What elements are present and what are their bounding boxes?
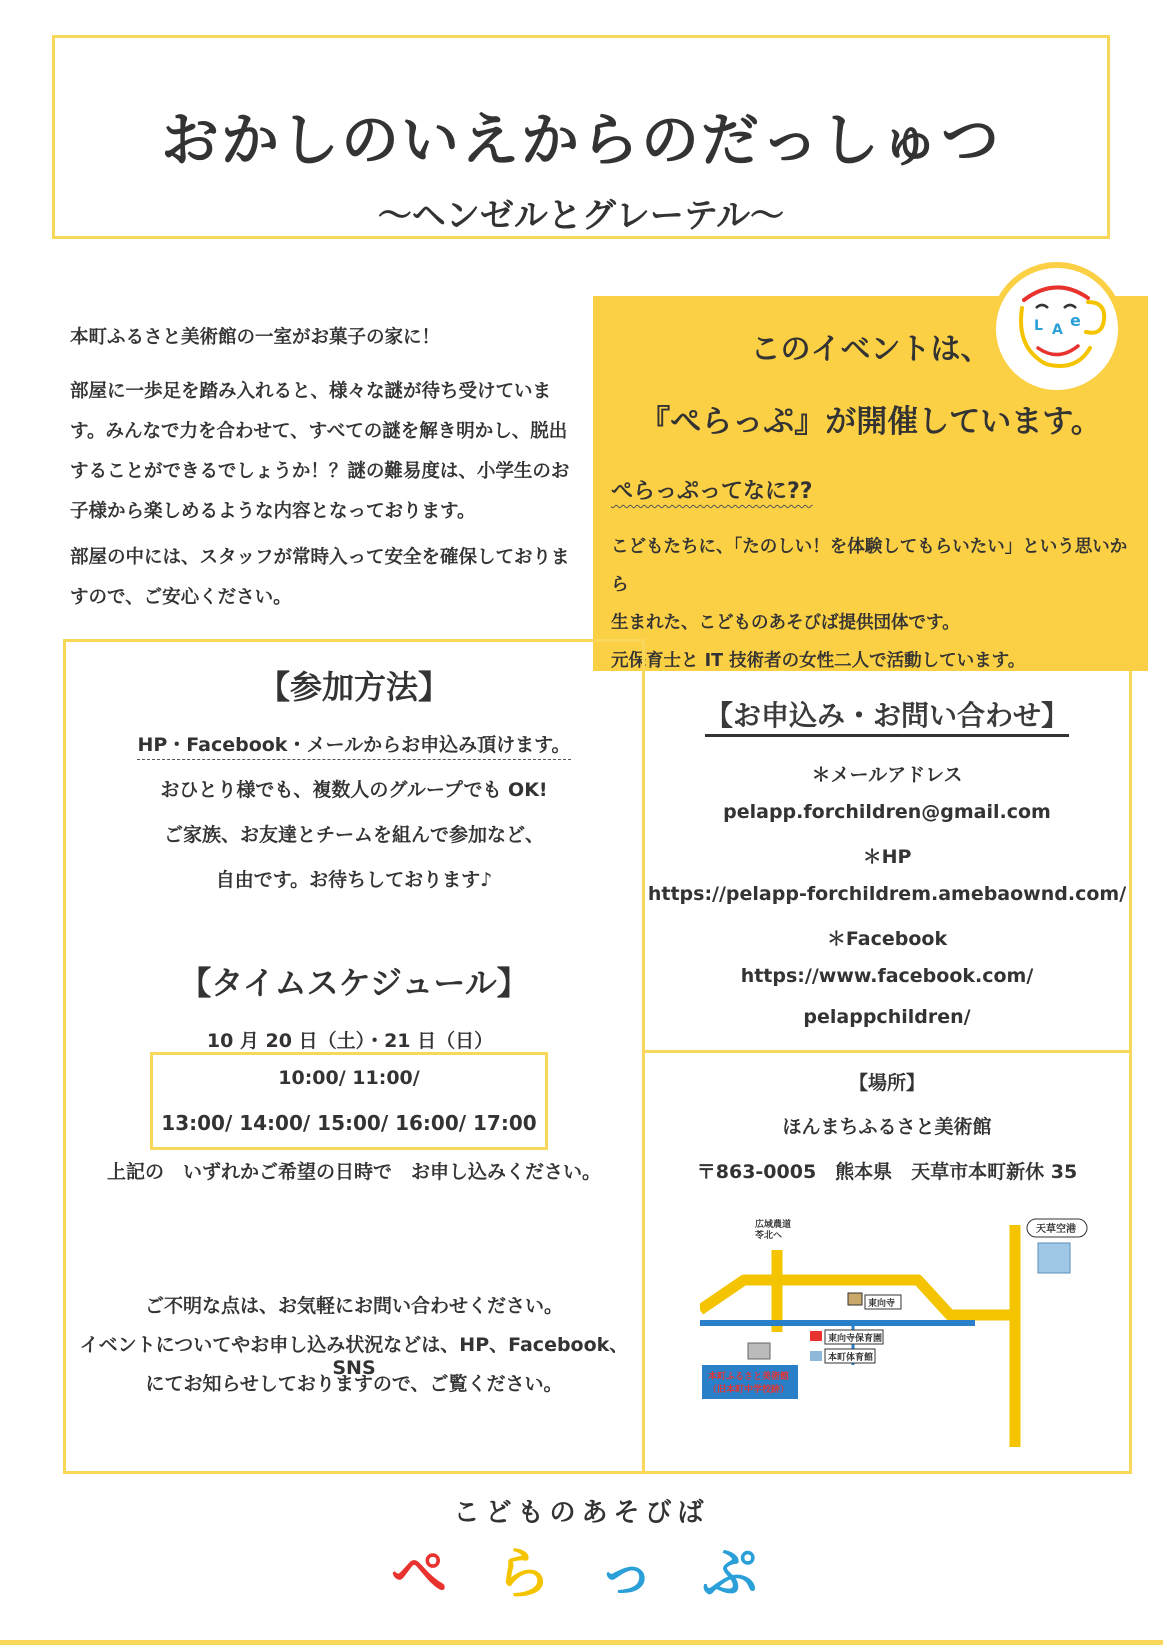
gym-icon	[810, 1351, 822, 1361]
intro-lead: 本町ふるさと美術館の一室がお菓子の家に！	[70, 327, 441, 348]
participation-line2: おひとり様でも、複数人のグループでも OK!	[160, 779, 548, 801]
logo-char-pu: ぷ	[701, 1542, 772, 1607]
organizer-desc-1: こどもたちに、「たのしい！を体験してもらいたい」という思いから	[611, 537, 1128, 595]
contact-heading-wrap	[642, 694, 1132, 734]
airport-icon	[1038, 1243, 1070, 1273]
participation-line4: 自由です。お待ちしております♪	[215, 869, 493, 891]
contact-heading: 【お申込み・お問い合わせ】	[705, 699, 1069, 737]
map-museum-label-2: （旧本町中学校跡）	[708, 1385, 790, 1395]
schedule-times-afternoon: 13:00/ 14:00/ 15:00/ 16:00/ 17:00	[161, 1111, 537, 1135]
inquiry-note-1: ご不明な点は、お気軽にお問い合わせください。	[144, 1295, 563, 1317]
map-museum-label-1: 本町ふるさと美術館	[708, 1372, 790, 1382]
place-name: ほんまちふるさと美術館	[782, 1116, 992, 1138]
face-logo-icon	[996, 268, 1118, 390]
map-gym-label: 本町体育館	[828, 1353, 874, 1363]
map-road-label-2: 苓北へ	[755, 1231, 783, 1241]
schedule-heading: 【タイムスケジュール】	[179, 964, 529, 1002]
page-title: おかしのいえからのだっしゅつ	[160, 106, 1001, 174]
footer-tagline: こどものあそびば	[453, 1498, 710, 1528]
organizer-line2: 『ぺらっぷ』が開催しています。	[639, 404, 1102, 440]
organizer-line1: このイベントは、	[750, 332, 991, 367]
facebook-label: ＊Facebook	[826, 928, 948, 950]
facebook-link-1[interactable]: https://www.facebook.com/	[740, 965, 1034, 987]
place-address: 〒863-0005 熊本県 天草市本町新休 35	[696, 1161, 1078, 1183]
map-airport-label: 天草空港	[1036, 1224, 1076, 1235]
organizer-desc-3: 元保育士と IT 技術者の女性二人で活動しています。	[611, 651, 1026, 671]
hp-link[interactable]: https://pelapp-forchildrem.amebaownd.com/	[647, 883, 1127, 905]
logo-letter-a: A	[1052, 322, 1063, 338]
footer-pelapp-logo	[0, 1530, 1163, 1610]
map-road-label-1: 広域農道	[755, 1220, 792, 1230]
logo-char-small-tsu: っ	[598, 1542, 669, 1607]
mail-address-link[interactable]: pelapp.forchildren@gmail.com	[723, 801, 1051, 823]
inquiry-note-2: イベントについてやお申し込み状況などは、HP、Facebook、SNS	[79, 1334, 629, 1379]
organizer-desc-2: 生まれた、こどものあそびば提供団体です。	[611, 613, 960, 633]
participation-heading: 【参加方法】	[257, 668, 450, 706]
logo-letter-l: L	[1034, 318, 1043, 334]
place-heading: 【場所】	[848, 1072, 925, 1094]
intro-paragraph: 部屋に一歩足を踏み入れると、様々な謎が待ち受けています。みんなで力を合わせて、すべての謎を解き明かし、脱出することができるでしょうか！？謎の難易度は、小学生のお子様から楽しめるような内容となっております。	[70, 381, 570, 522]
pelapp-face-logo	[990, 262, 1124, 396]
inquiry-note-3: にてお知らせしておりますので、ご覧ください。	[145, 1373, 563, 1395]
intro-safety: 部屋の中には、スタッフが常時入って安全を確保しておりますので、ご安心ください。	[70, 547, 570, 608]
schedule-note: 上記の いずれかご希望の日時で お申し込みください。	[106, 1161, 601, 1183]
map-svg	[700, 1215, 1100, 1455]
page-subtitle: 〜ヘンゼルとグレーテル〜	[377, 196, 785, 236]
participation-line1-wrap	[63, 730, 645, 757]
intro-text	[70, 318, 580, 624]
facebook-link-2[interactable]: pelappchildren/	[803, 1006, 971, 1028]
access-map	[700, 1215, 1100, 1455]
organizer-description	[611, 528, 1141, 680]
participation-line3: ご家族、お友達とチームを組んで参加など、	[163, 824, 544, 846]
hp-label: ＊HP	[862, 846, 912, 868]
participation-line1: HP・Facebook・メールからお申込み頂けます。	[137, 734, 570, 760]
what-is-pelapp-heading: ぺらっぷってなに??	[611, 479, 813, 504]
mail-label: ＊メールアドレス	[811, 764, 963, 786]
logo-char-pe: ぺ	[391, 1542, 462, 1607]
nursery-icon	[810, 1331, 822, 1341]
bottom-divider	[0, 1640, 1163, 1645]
title-box	[52, 35, 1110, 239]
logo-letter-e: e	[1070, 311, 1081, 330]
schedule-dates: 10 月 20 日（土）・21 日（日）	[206, 1030, 494, 1052]
temple-icon	[848, 1293, 862, 1305]
museum-building-icon	[748, 1343, 770, 1359]
map-temple-label: 東向寺	[868, 1299, 896, 1309]
map-nursery-label: 東向寺保育園	[828, 1334, 883, 1344]
logo-char-ra: ら	[494, 1542, 565, 1607]
schedule-times-morning: 10:00/ 11:00/	[278, 1067, 420, 1089]
